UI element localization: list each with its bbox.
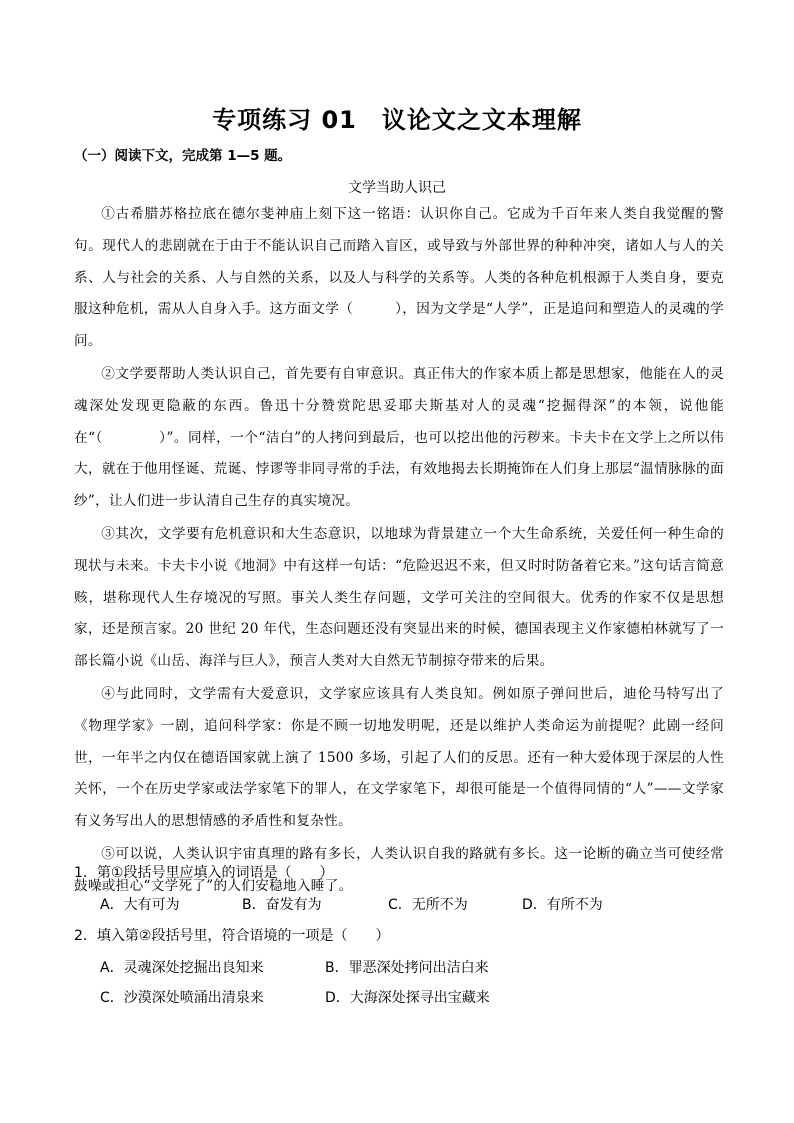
option-a[interactable]: A．灵魂深处挖掘出良知来 <box>100 960 264 976</box>
question-stem: 2．填入第②段括号里，符合语境的一项是（ ） <box>74 928 390 944</box>
section-intro: （一）阅读下文，完成第 1—5 题。 <box>74 148 292 164</box>
option-list <box>74 894 734 924</box>
paragraph-5: ⑤可以说，人类认识宇宙真理的路有多长，人类认识自我的路就有多长。这一论断的确立当可使经常鼓噪或担心“文学死了”的人们安稳地入睡了。 <box>74 845 724 894</box>
passage-body <box>74 199 724 904</box>
page-title: 专项练习 01 议论文之文本理解 <box>212 106 582 134</box>
question-2 <box>74 925 734 1017</box>
option-c[interactable]: C．无所不为 <box>388 897 468 913</box>
option-c[interactable]: C．沙漠深处喷涌出清泉来 <box>100 990 264 1006</box>
option-list <box>74 957 734 987</box>
option-a[interactable]: A．大有可为 <box>100 897 180 913</box>
paragraph-3: ③其次，文学要有危机意识和大生态意识，以地球为背景建立一个大生命系统，关爱任何一种生命的现状与未来。卡夫卡小说《地洞》中有这样一句话：“危险迟迟不来，但又时时防备着它来。”这句话言简意赅，堪称现代人生存境况的写照。事关人类生存问题，文学可关注的空间很大。优秀的作家不仅是思想家，还是预言家。20 世纪 20 年代，生态问题还没有突显出来的时候，德国表现主义作家德柏林就写了一部长篇小说《山岳、海洋与巨人》，预言人类对大自然无节制掠夺带来的后果。 <box>74 525 724 670</box>
paragraph-2: ②文学要帮助人类认识自己，首先要有自审意识。真正伟大的作家本质上都是思想家，他能在人的灵魂深处发现更隐蔽的东西。鲁迅十分赞赏陀思妥耶夫斯基对人的灵魂“挖掘得深”的本领，说他能在“（ ）”。同样，一个“洁白”的人拷问到最后，也可以挖出他的污秽来。卡夫卡在文学上之所以伟大，就在于他用怪诞、荒诞、悖谬等非同寻常的手法，有效地揭去长期掩饰在人们身上那层“温情脉脉的面纱”，让人们进一步认清自己生存的真实境况。 <box>74 365 724 510</box>
option-b[interactable]: B．奋发有为 <box>242 897 322 913</box>
option-d[interactable]: D．有所不为 <box>522 897 603 913</box>
option-b[interactable]: B．罪恶深处拷问出洁白来 <box>325 960 489 976</box>
question-1 <box>74 862 734 924</box>
paragraph-1: ①古希腊苏格拉底在德尔斐神庙上刻下这一铭语：认识你自己。它成为千百年来人类自我觉醒的警句。现代人的悲剧就在于由于不能认识自己而踏入盲区，或导致与外部世界的种种冲突，诸如人与人的关系、人与社会的关系、人与自然的关系，以及人与科学的关系等。人类的各种危机根源于人类自身，要克服这种危机，需从人自身入手。这方面文学（ ），因为文学是“人学”，正是追问和塑造人的灵魂的学问。 <box>74 206 724 350</box>
question-stem: 1．第①段括号里应填入的词语是（ ） <box>74 865 334 881</box>
passage-title: 文学当助人识己 <box>348 180 446 196</box>
option-d[interactable]: D．大海深处探寻出宝藏来 <box>325 990 490 1006</box>
option-list <box>74 987 734 1017</box>
paragraph-4: ④与此同时，文学需有大爱意识，文学家应该具有人类良知。例如原子弹问世后，迪伦马特写出了《物理学家》一剧，追问科学家：你是不顾一切地发明呢，还是以维护人类命运为前提呢？此剧一经问世，一年半之内仅在德语国家就上演了 1500 多场，引起了人们的反思。还有一种大爱体现于深层的人性关怀，一个在历史学家或法学家笔下的罪人，在文学家笔下，却很可能是一个值得同情的“人”——文学家有义务写出人的思想情感的矛盾性和复杂性。 <box>74 685 724 830</box>
